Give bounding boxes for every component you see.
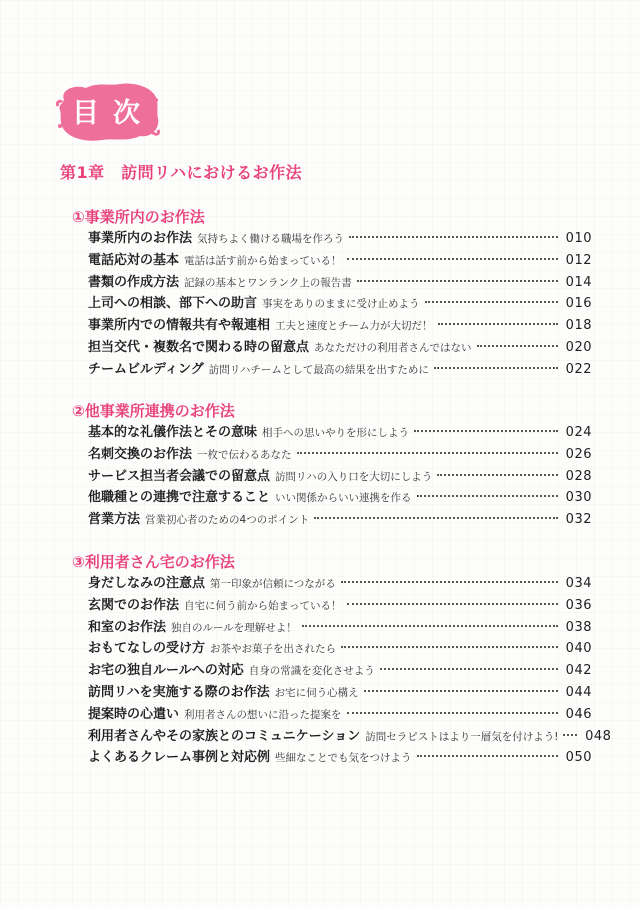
dot-leader <box>357 280 558 282</box>
entry-subtitle: 自身の常識を変化させよう <box>248 665 375 678</box>
entry-subtitle: 独自のルールを理解せよ！ <box>171 621 297 634</box>
entry-subtitle: 訪問リハの入り口を大切にしよう <box>275 470 433 483</box>
dot-leader <box>314 517 558 519</box>
page-number: 038 <box>565 619 592 635</box>
entry-subtitle: 気持ちよく働ける職場を作ろう <box>197 233 345 245</box>
page-number: 036 <box>565 597 592 613</box>
dot-leader <box>563 734 577 736</box>
page-number: 048 <box>585 728 612 744</box>
page-number: 044 <box>565 684 592 700</box>
entry-subtitle: 一枚で伝わるあなた <box>197 448 292 461</box>
dot-leader <box>438 323 558 325</box>
entry-subtitle: 営業初心者のための4つのポイント <box>145 514 310 527</box>
entry-subtitle: 訪問リハチームとして最高の結果を出すために <box>208 363 429 376</box>
page-number: 046 <box>565 706 592 722</box>
entry-title: 他職種との連携で注意すること <box>88 490 271 506</box>
dot-leader <box>347 258 558 260</box>
toc-entry[interactable] <box>72 747 592 769</box>
entry-subtitle: 電話は話す前から始まっている！ <box>184 254 342 267</box>
dot-leader <box>349 236 558 238</box>
dot-leader <box>434 367 558 369</box>
entry-subtitle: お茶やお菓子を出されたら <box>210 643 337 656</box>
entry-title: 営業方法 <box>88 512 141 528</box>
toc-entry[interactable] <box>72 337 592 359</box>
page-number: 018 <box>565 318 592 334</box>
toc-entry[interactable] <box>72 315 592 337</box>
entry-title: 玄関でのお作法 <box>88 597 180 613</box>
dot-leader <box>347 712 558 714</box>
toc-entry[interactable] <box>72 638 592 660</box>
entry-title: 電話応対の基本 <box>88 252 180 268</box>
dot-leader <box>364 690 558 692</box>
entry-title: 担当交代・複数名で関わる時の留意点 <box>88 339 310 355</box>
dot-leader <box>414 430 558 432</box>
toc-entry[interactable] <box>72 293 592 315</box>
entry-title: おもてなしの受け方 <box>88 641 206 657</box>
toc-entry[interactable] <box>72 682 592 704</box>
toc-entry[interactable] <box>72 573 592 595</box>
entry-subtitle: 些細なことでも気をつけよう <box>275 752 412 765</box>
page-number: 014 <box>565 274 592 290</box>
entry-subtitle: 工夫と速度とチーム力が大切だ！ <box>275 320 433 333</box>
dot-leader <box>477 345 558 347</box>
page-number: 016 <box>565 296 592 312</box>
entry-title: 名刺交換のお作法 <box>88 446 193 462</box>
toc-entry[interactable] <box>72 617 592 639</box>
toc-entry[interactable] <box>72 228 592 250</box>
toc-entry[interactable] <box>72 359 592 381</box>
entry-title: お宅の独自ルールへの対応 <box>88 663 244 679</box>
entry-subtitle: 事実をありのままに受け止めよう <box>262 298 420 311</box>
dot-leader <box>417 495 558 497</box>
page-number: 024 <box>565 425 592 440</box>
dot-leader <box>347 603 558 605</box>
dot-leader <box>341 646 558 648</box>
entry-title: 事業所内での情報共有や報連相 <box>88 318 271 334</box>
entry-subtitle: 相手への思いやりを形にしよう <box>262 427 410 439</box>
page-number: 042 <box>565 663 592 679</box>
entry-title: 上司への相談、部下への助言 <box>88 296 258 312</box>
toc-entry[interactable] <box>72 595 592 617</box>
section-title: ②他事業所連携のお作法 <box>72 402 235 420</box>
section-other-offices <box>72 400 592 531</box>
entry-subtitle: 自宅に伺う前から始まっている！ <box>184 599 342 612</box>
dot-leader <box>437 474 558 476</box>
dot-leader <box>341 581 558 583</box>
dot-leader <box>380 668 558 670</box>
page-number: 028 <box>565 468 592 484</box>
toc-entry[interactable] <box>72 704 592 726</box>
section-title: ①事業所内のお作法 <box>72 208 205 226</box>
dot-leader <box>302 625 558 627</box>
page-title: 目次 <box>72 97 154 129</box>
entry-title: 利用者さんやその家族とのコミュニケーション <box>88 728 361 744</box>
entry-subtitle: あなただけの利用者さんではない <box>314 341 472 354</box>
entry-title: 書類の作成方法 <box>88 274 180 290</box>
entry-subtitle: 利用者さんの想いに沿った提案を <box>184 708 342 721</box>
entry-title: サービス担当者会議での留意点 <box>88 468 271 484</box>
toc-entry[interactable] <box>72 444 592 466</box>
entry-title: チームビルディング <box>88 361 204 377</box>
entry-subtitle: いい関係からいい連携を作る <box>275 492 412 505</box>
page-number: 010 <box>565 231 592 246</box>
dot-leader <box>297 452 558 454</box>
toc-entry[interactable] <box>72 422 592 444</box>
entry-title: 事業所内のお作法 <box>88 231 193 246</box>
entry-title: 身だしなみの注意点 <box>88 576 206 591</box>
page-number: 020 <box>565 339 592 355</box>
section-title: ③利用者さん宅のお作法 <box>72 553 235 571</box>
entry-title: よくあるクレーム事例と対応例 <box>88 750 271 766</box>
entry-subtitle: お宅に伺う心構え <box>274 686 359 699</box>
entry-title: 訪問リハを実施する際のお作法 <box>88 684 270 700</box>
page-number: 050 <box>565 750 592 766</box>
page-number: 040 <box>565 641 592 657</box>
page-number: 022 <box>565 361 592 377</box>
page-number: 032 <box>565 512 592 528</box>
entry-subtitle: 第一印象が信頼につながる <box>210 578 336 590</box>
entry-title: 提案時の心遣い <box>88 706 180 722</box>
toc-entry[interactable] <box>72 660 592 682</box>
page-number: 034 <box>565 576 592 591</box>
toc-entry[interactable] <box>72 509 592 531</box>
section-client-home <box>72 551 612 769</box>
page-number: 026 <box>565 446 592 462</box>
toc-entry[interactable] <box>72 250 592 272</box>
dot-leader <box>417 755 558 757</box>
page-number: 012 <box>565 252 592 268</box>
entry-subtitle: 記録の基本とワンランク上の報告書 <box>184 276 352 289</box>
toc-entry[interactable] <box>72 466 592 488</box>
entry-subtitle: 訪問セラピストはより一層気を付けよう! <box>365 730 559 743</box>
toc-entry[interactable] <box>72 272 592 294</box>
entry-title: 基本的な礼儀作法とその意味 <box>88 425 258 440</box>
toc-entry[interactable] <box>72 487 592 509</box>
dot-leader <box>425 301 558 303</box>
toc-entry[interactable] <box>72 726 612 748</box>
section-office <box>72 206 592 381</box>
chapter-title: 第1章 訪問リハにおけるお作法 <box>60 163 303 182</box>
entry-title: 和室のお作法 <box>88 619 167 635</box>
page-number: 030 <box>565 490 592 506</box>
